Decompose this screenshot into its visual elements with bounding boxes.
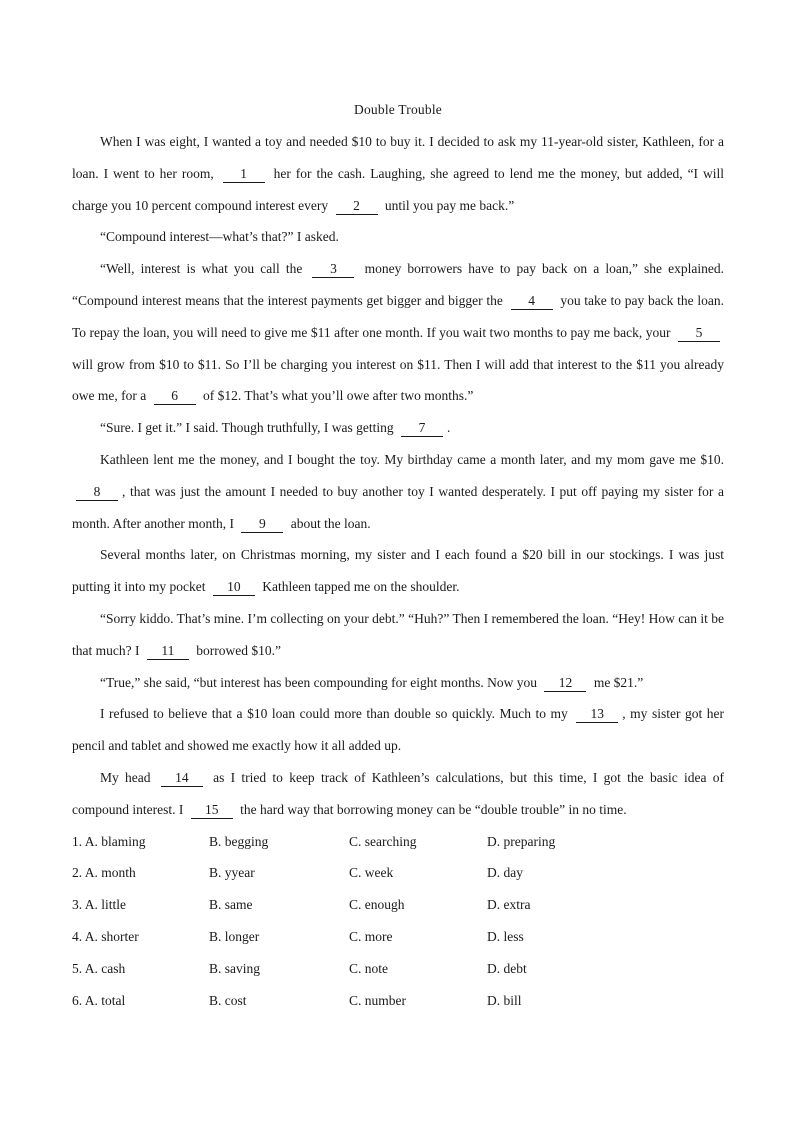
option-5-d: D. debt: [487, 960, 527, 976]
passage-text: Several months later, on Christmas morning, my sister and I each found a $20 bill in our stockings. I was just putting it into my pocket: [72, 547, 724, 595]
option-4-d: D. less: [487, 928, 524, 944]
option-row-3: [72, 889, 724, 921]
option-row-2: [72, 857, 724, 889]
option-4-a: 4. A. shorter: [72, 928, 139, 944]
passage-text: When I was eight, I wanted a toy and needed $10 to buy it. I decided to ask my 11-year-old sister, Kathleen, for a loan. I went to her room,: [72, 134, 724, 181]
option-2-c: C. week: [349, 865, 394, 881]
passage-text: “Well, interest is what you call the: [100, 261, 309, 277]
option-6-c: C. number: [349, 992, 406, 1008]
passage-text: about the loan.: [287, 515, 371, 531]
blank-3: 3: [312, 261, 354, 278]
passage-paragraph: [72, 698, 724, 762]
passage-text: until you pay me back.”: [381, 197, 515, 213]
option-4-b: B. longer: [209, 928, 260, 944]
passage-paragraph: [72, 412, 724, 444]
passage-text: “Sure. I get it.” I said. Though truthfully, I was getting: [100, 420, 397, 436]
passage-paragraph: [72, 221, 724, 253]
answer-options: [72, 826, 724, 1017]
blank-2: 2: [336, 198, 378, 215]
blank-13: 13: [576, 706, 618, 723]
passage-text: .: [446, 420, 451, 436]
blank-5: 5: [678, 325, 720, 342]
passage-paragraph: [72, 667, 724, 699]
option-5-a: 5. A. cash: [72, 960, 126, 976]
passage-text: the hard way that borrowing money can be “double trouble” in no time.: [236, 801, 627, 817]
passage-text: Kathleen tapped me on the shoulder.: [258, 579, 460, 595]
passage-text: My head: [100, 769, 157, 785]
option-4-c: C. more: [349, 928, 393, 944]
option-row-1: [72, 826, 724, 858]
option-5-c: C. note: [349, 960, 388, 976]
blank-14: 14: [161, 770, 203, 787]
option-2-d: D. day: [487, 865, 523, 881]
blank-15: 15: [191, 802, 233, 819]
passage-paragraph: [72, 762, 724, 826]
option-1-a: 1. A. blaming: [72, 833, 146, 849]
option-6-b: B. cost: [209, 992, 247, 1008]
passage-paragraph: [72, 126, 724, 221]
passage-text: , my sister got her pencil and tablet and showed me exactly how it all added up.: [72, 706, 724, 754]
passage-paragraph: [72, 444, 724, 539]
option-3-a: 3. A. little: [72, 897, 126, 913]
option-1-b: B. begging: [209, 833, 269, 849]
option-3-d: D. extra: [487, 897, 531, 913]
option-row-5: [72, 953, 724, 985]
passage: [72, 126, 724, 826]
option-3-b: B. same: [209, 897, 253, 913]
passage-text: her for the cash. Laughing, she agreed to lend me the money, but added, “I will charge you 10 percent compound interest every: [72, 165, 724, 213]
passage-paragraph: [72, 603, 724, 667]
document-title: Double Trouble: [354, 102, 442, 117]
passage-text: as I tried to keep track of Kathleen’s calculations, but this time, I got the basic idea of compound interest. I: [72, 769, 724, 817]
option-3-c: C. enough: [349, 897, 405, 913]
document-page: [72, 98, 724, 1016]
option-2-a: 2. A. month: [72, 865, 136, 881]
passage-text: Kathleen lent me the money, and I bought the toy. My birthday came a month later, and my mom gave me $10.: [100, 451, 724, 467]
passage-text: “True,” she said, “but interest has been compounding for eight months. Now you: [100, 674, 541, 690]
blank-4: 4: [511, 293, 553, 310]
option-5-b: B. saving: [209, 960, 261, 976]
passage-text: will grow from $10 to $11. So I’ll be charging you interest on $11. Then I will add that interest to the $11 you already owe me, for a: [72, 356, 724, 404]
passage-text: borrowed $10.”: [192, 642, 281, 658]
option-1-d: D. preparing: [487, 833, 556, 849]
passage-text: of $12. That’s what you’ll owe after two months.”: [199, 388, 474, 404]
blank-10: 10: [213, 579, 255, 596]
passage-text: me $21.”: [590, 674, 644, 690]
option-row-4: [72, 921, 724, 953]
passage-text: money borrowers have to pay back on a loan,” she explained. “Compound interest means that the interest payments get bigger and bigger the: [72, 261, 724, 308]
passage-text: “Compound interest—what’s that?” I asked.: [100, 229, 339, 245]
option-2-b: B. yyear: [209, 865, 255, 881]
blank-1: 1: [223, 166, 265, 183]
passage-paragraph: [72, 253, 724, 412]
option-6-d: D. bill: [487, 992, 522, 1008]
blank-12: 12: [544, 675, 586, 692]
blank-9: 9: [241, 516, 283, 533]
passage-text: “Sorry kiddo. That’s mine. I’m collecting on your debt.” “Huh?” Then I remembered the loan. “Hey! How can it be that much? I: [72, 610, 724, 658]
blank-7: 7: [401, 420, 443, 437]
passage-text: , that was just the amount I needed to buy another toy I wanted desperately. I put off paying my sister for a month. After another month, I: [72, 483, 724, 531]
option-1-c: C. searching: [349, 833, 417, 849]
blank-8: 8: [76, 484, 118, 501]
option-6-a: 6. A. total: [72, 992, 126, 1008]
passage-text: I refused to believe that a $10 loan could more than double so quickly. Much to my: [100, 706, 573, 722]
option-row-6: [72, 985, 724, 1017]
blank-6: 6: [154, 388, 196, 405]
passage-paragraph: [72, 539, 724, 603]
blank-11: 11: [147, 643, 189, 660]
passage-text: you take to pay back the loan. To repay the loan, you will need to give me $11 after one month. If you wait two months to pay me back, your: [72, 292, 724, 340]
